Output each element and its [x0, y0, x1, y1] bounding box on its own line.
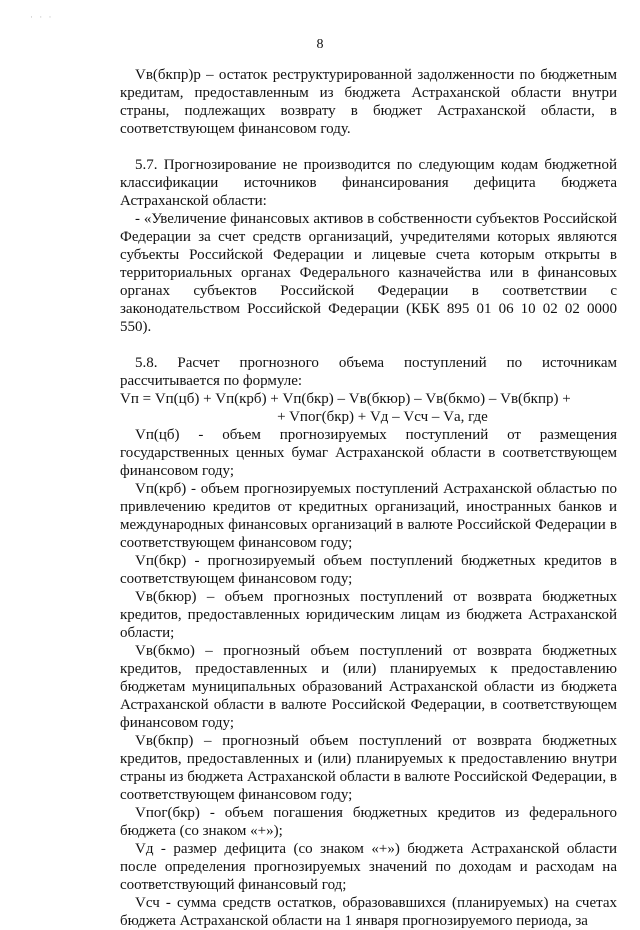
- page-number: 8: [316, 37, 324, 52]
- formula-line-1: Vп = Vп(цб) + Vп(крб) + Vп(бкр) – Vв(бкюр) – Vв(бкмо) – Vв(бкпр) +: [120, 391, 571, 407]
- definition-vd: Vд - размер дефицита (со знаком «+») бюджета Астраханской области после определения прогнозируемых значений по доходам и расходам на соответствующий финансовый год;: [120, 841, 617, 893]
- definition-vpog-bkr: Vпог(бкр) - объем погашения бюджетных кредитов из федерального бюджета (со знаком «+»);: [120, 805, 617, 839]
- paragraph-section-5-7: 5.7. Прогнозирование не производится по следующим кодам бюджетной классификации источников финансирования дефицита бюджета Астраханской области:: [120, 157, 617, 209]
- definition-vsch: Vсч - сумма средств остатков, образовавшихся (планируемых) на счетах бюджета Астраханской области на 1 января прогнозируемого периода, за: [120, 895, 617, 929]
- formula: [120, 390, 617, 426]
- definition-vp-bkr: Vп(бкр) - прогнозируемый объем поступлений бюджетных кредитов в соответствующем финансовом году;: [120, 553, 617, 587]
- document-body: [120, 66, 617, 930]
- paragraph-restructured-debt: Vв(бкпр)р – остаток реструктурированной задолженности по бюджетным кредитам, предоставленным из бюджета Астраханской области внутри страны, подлежащих возврату в бюджет Астраханской области, в соответствующем финансовом году.: [120, 67, 617, 137]
- definition-vp-cb: Vп(цб) - объем прогнозируемых поступлений от размещения государственных ценных бумаг Астраханской области в соответствующем финансовом году;: [120, 427, 617, 479]
- scan-artifact: · · ·: [30, 12, 54, 22]
- definition-vv-bkmo: Vв(бкмо) – прогнозный объем поступлений от возврата бюджетных кредитов, предоставленных и (или) планируемых к предоставлению бюджетам муниципальных образований Астраханской области из бюджета Астраханской области в валюте Российской Федерации, в соответствующем финансовом году;: [120, 643, 617, 731]
- definition-vv-bkyur: Vв(бкюр) – объем прогнозных поступлений от возврата бюджетных кредитов, предоставленных юридическим лицам из бюджета Астраханской области;: [120, 589, 617, 641]
- definition-vp-krb: Vп(крб) - объем прогнозируемых поступлений Астраханской областью по привлечению кредитов от кредитных организаций, иностранных банков и международных финансовых организаций в валюте Российской Федерации в соответствующем финансовом году;: [120, 481, 617, 551]
- paragraph-section-5-8: 5.8. Расчет прогнозного объема поступлений по источникам рассчитывается по формуле:: [120, 355, 617, 389]
- definition-vv-bkpr: Vв(бкпр) – прогнозный объем поступлений от возврата бюджетных кредитов, предоставленных и (или) планируемых к предоставлению внутри страны из бюджета Астраханской области в валюте Российской Федерации, в соответствующем финансовом году;: [120, 733, 617, 803]
- formula-line-2: + Vпог(бкр) + Vд – Vсч – Vа, где: [277, 409, 488, 425]
- paragraph-kbk-exception: - «Увеличение финансовых активов в собственности субъектов Российской Федерации за счет средств организаций, учредителями которых являются субъекты Российской Федерации и лицевые счета которым открыты в территориальных органах Федерального казначейства или в финансовых органах субъектов Российской Федерации в соответствии с законодательством Российской Федерации (КБК 895 01 06 10 02 02 0000 550).: [120, 211, 617, 335]
